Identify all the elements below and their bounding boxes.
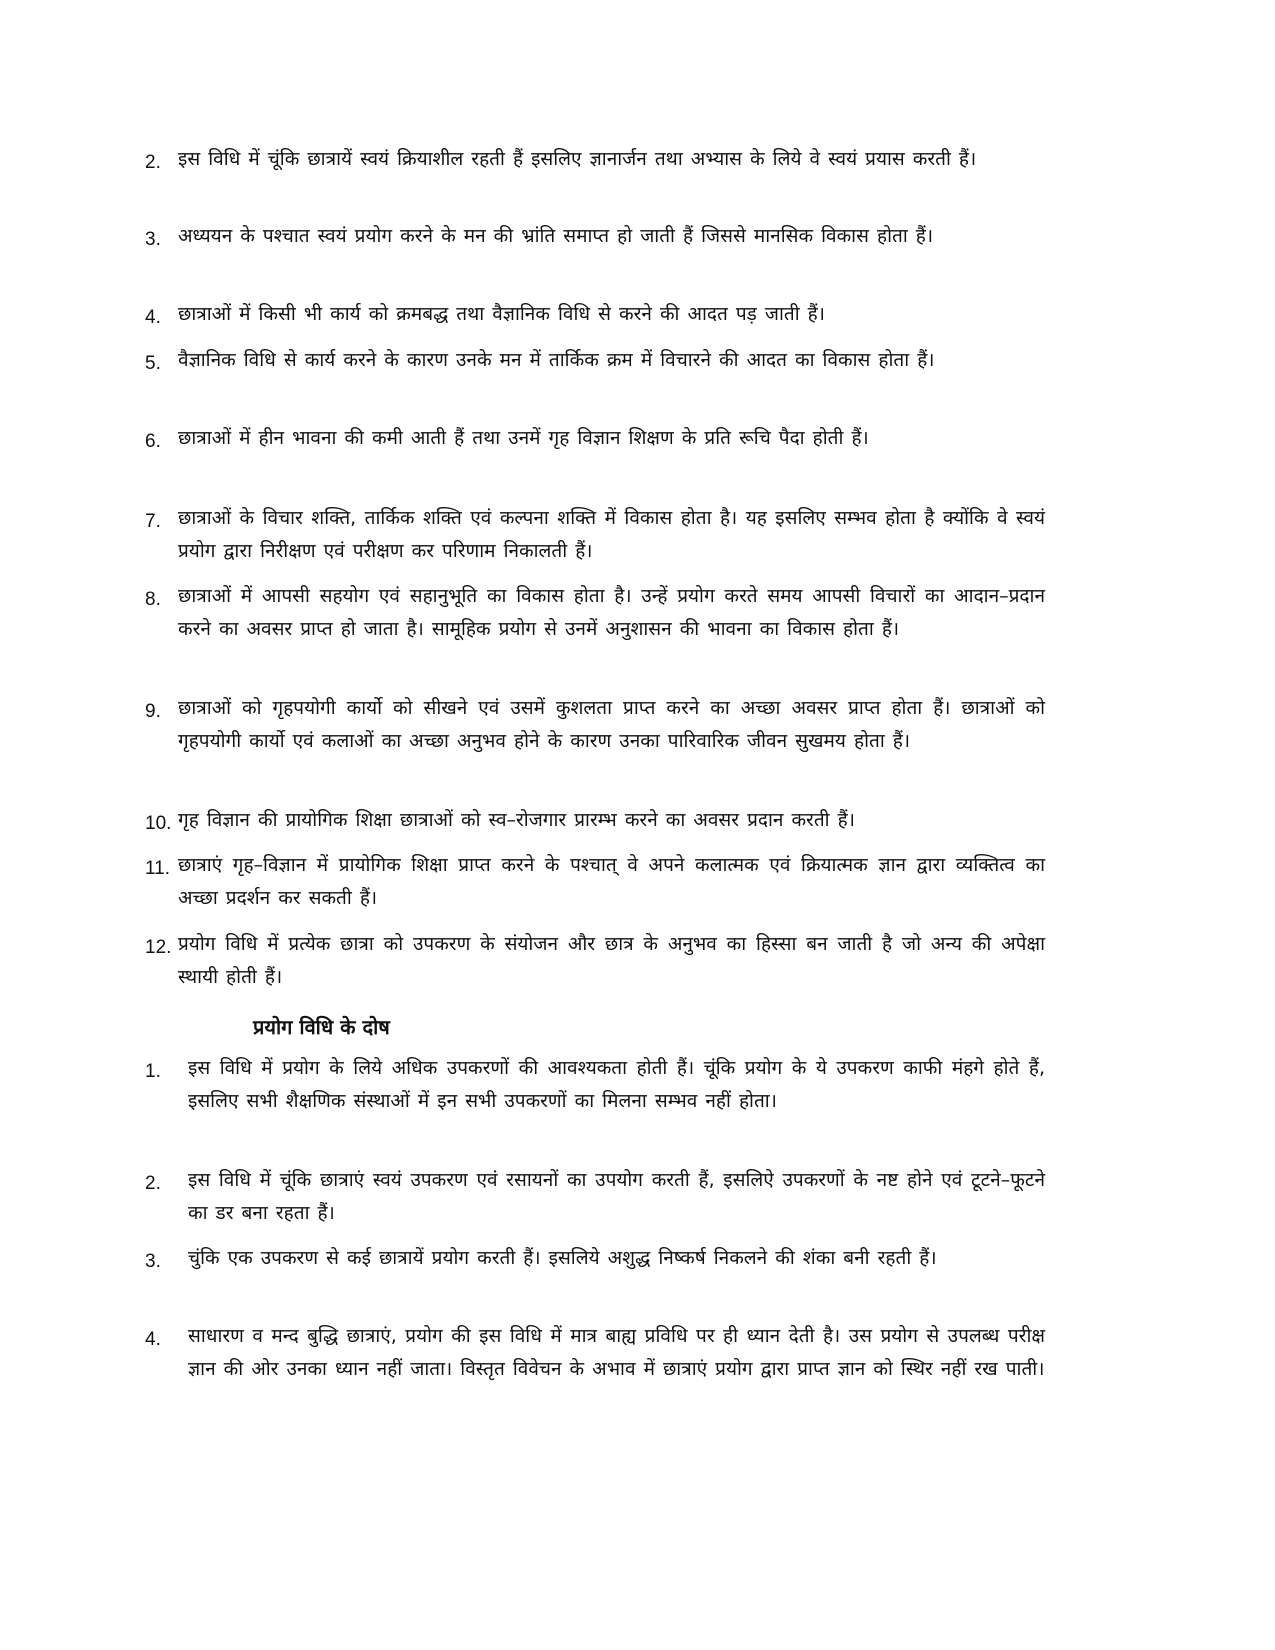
item-number: 4.: [145, 1329, 161, 1350]
item-text: छात्राओं को गृहपयोगी कार्यो को सीखने एवं उसमें कुशलता प्राप्त करने का अच्छा अवसर प्राप्त होता हैं। छात्राओं को गृहपयोगी कार्यो एवं कलाओं का अच्छा अनुभव होने के कारण उनका पारिवारिक जीवन सुखमय होता हैं।: [178, 697, 1045, 752]
item-text: प्रयोग विधि में प्रत्येक छात्रा को उपकरण के संयोजन और छात्र के अनुभव का हिस्सा बन जाती है जो अन्य की अपेक्षा स्थायी होती हैं।: [178, 933, 1045, 988]
item-text: चुंकि एक उपकरण से कई छात्रायें प्रयोग करती हैं। इसलिये अशुद्ध निष्कर्ष निकलने की शंका बनी रहती हैं।: [188, 1247, 937, 1269]
item-number: 10.: [145, 813, 172, 834]
item-text: छात्राओं में हीन भावना की कमी आती हैं तथा उनमें गृह विज्ञान शिक्षण के प्रति रूचि पैदा होती हैं।: [178, 427, 869, 449]
item-number: 12.: [145, 937, 172, 958]
section-heading: प्रयोग विधि के दोष: [253, 1015, 390, 1039]
item-number: 2.: [145, 1173, 161, 1194]
item-number: 5.: [145, 353, 161, 374]
item-number: 4.: [145, 307, 161, 328]
item-number: 11.: [145, 858, 171, 879]
item-text: इस विधि में प्रयोग के लिये अधिक उपकरणों की आवश्यकता होती हैं। चूंकि प्रयोग के ये उपकरण काफी मंहगे होते हैं, इसलिए सभी शैक्षणिक संस्थाओं में इन सभी उपकरणों का मिलना सम्भव नहीं होता।: [188, 1057, 1045, 1112]
item-text: इस विधि में चूंकि छात्रायें स्वयं क्रियाशील रहती हैं इसलिए ज्ञानार्जन तथा अभ्यास के लिये वे स्वयं प्रयास करती हैं।: [178, 148, 977, 170]
item-number: 2.: [145, 152, 161, 173]
item-text: गृह विज्ञान की प्रायोगिक शिक्षा छात्राओं को स्व–रोजगार प्रारम्भ करने का अवसर प्रदान करती हैं।: [178, 809, 855, 831]
item-text: साधारण व मन्द बुद्धि छात्राएं, प्रयोग की इस विधि में मात्र बाह्य प्रविधि पर ही ध्यान देती है। उस प्रयोग से उपलब्ध परीक्ष ज्ञान की ओर उनका ध्यान नहीं जाता। विस्तृत विवेचन के अभाव में छात्राएं प्रयोग द्वारा प्राप्त ज्ञान को स्थिर नहीं रख पाती।: [188, 1325, 1045, 1380]
item-text: छात्राओं में आपसी सहयोग एवं सहानुभूति का विकास होता है। उन्हें प्रयोग करते समय आपसी विचारों का आदान–प्रदान करने का अवसर प्राप्त हो जाता है। सामूहिक प्रयोग से उनमें अनुशासन की भावना का विकास होता हैं।: [178, 585, 1045, 640]
item-number: 3.: [145, 1251, 161, 1272]
item-number: 8.: [145, 589, 161, 610]
item-number: 1.: [145, 1061, 161, 1082]
item-text: वैज्ञानिक विधि से कार्य करने के कारण उनके मन में तार्किक क्रम में विचारने की आदत का विकास होता हैं।: [178, 349, 935, 371]
item-text: छात्राओं में किसी भी कार्य को क्रमबद्ध तथा वैज्ञानिक विधि से करने की आदत पड़ जाती हैं।: [178, 303, 825, 325]
item-text: अध्ययन के पश्चात स्वयं प्रयोग करने के मन की भ्रांति समाप्त हो जाती हैं जिससे मानसिक विकास होता हैं।: [178, 225, 934, 247]
item-number: 9.: [145, 701, 161, 722]
item-text: इस विधि में चूंकि छात्राएं स्वयं उपकरण एवं रसायनों का उपयोग करती हैं, इसलिऐ उपकरणों के नष्ट होने एवं टूटने–फूटने का डर बना रहता हैं।: [188, 1169, 1045, 1224]
item-number: 7.: [145, 511, 161, 532]
item-text: छात्राएं गृह–विज्ञान में प्रायोगिक शिक्षा प्राप्त करने के पश्चात् वे अपने कलात्मक एवं क्रियात्मक ज्ञान द्वारा व्यक्तित्व का अच्छा प्रदर्शन कर सकती हैं।: [178, 854, 1045, 909]
item-number: 6.: [145, 431, 161, 452]
item-number: 3.: [145, 229, 161, 250]
item-text: छात्राओं के विचार शक्ति, तार्किक शक्ति एवं कल्पना शक्ति में विकास होता है। यह इसलिए सम्भव होता है क्योंकि वे स्वयं प्रयोग द्वारा निरीक्षण एवं परीक्षण कर परिणाम निकालती हैं।: [178, 507, 1046, 562]
